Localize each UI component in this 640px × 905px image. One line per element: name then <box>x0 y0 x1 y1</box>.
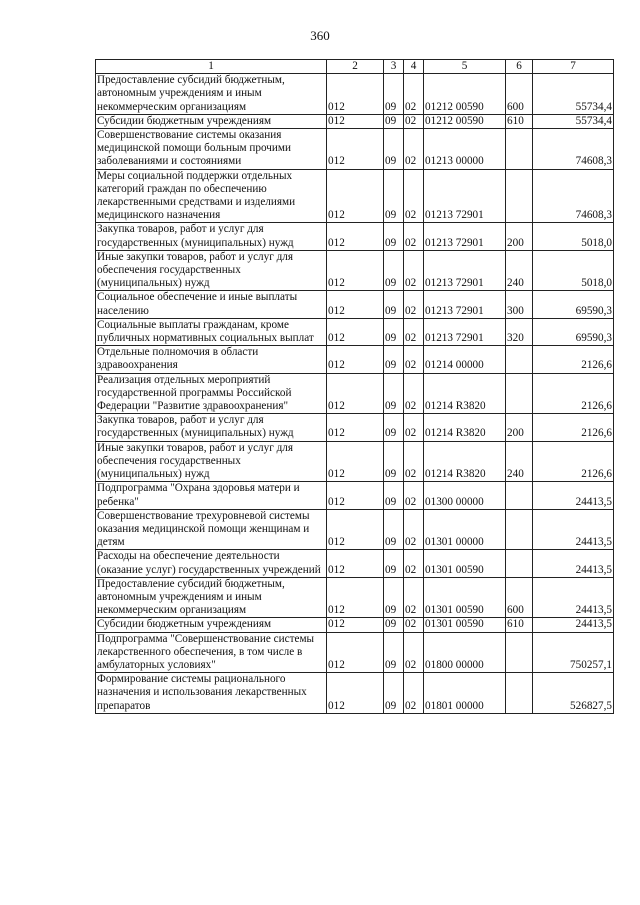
admin-code-cell: 012 <box>327 482 384 509</box>
expense-type-cell: 240 <box>506 250 533 291</box>
subsection-cell: 02 <box>404 250 424 291</box>
amount-cell: 69590,3 <box>533 291 614 318</box>
section-cell: 09 <box>384 373 404 414</box>
expense-type-cell <box>506 482 533 509</box>
expense-type-cell <box>506 632 533 673</box>
subsection-cell: 02 <box>404 223 424 250</box>
budget-table <box>95 59 614 714</box>
amount-cell: 24413,5 <box>533 577 614 618</box>
admin-code-cell: 012 <box>327 414 384 441</box>
admin-code-cell: 012 <box>327 632 384 673</box>
expense-type-cell <box>506 346 533 373</box>
amount-cell: 55734,4 <box>533 114 614 128</box>
table-row <box>96 346 614 373</box>
expense-type-cell: 200 <box>506 414 533 441</box>
admin-code-cell: 012 <box>327 618 384 632</box>
target-article-cell: 01212 00590 <box>424 114 506 128</box>
row-name-cell: Подпрограмма "Охрана здоровья матери и ребенка" <box>96 482 327 509</box>
header-col-6: 6 <box>506 60 533 74</box>
amount-cell: 74608,3 <box>533 129 614 170</box>
row-name-cell: Закупка товаров, работ и услуг для государственных (муниципальных) нужд <box>96 414 327 441</box>
page-number: 360 <box>310 28 330 43</box>
target-article-cell: 01213 72901 <box>424 291 506 318</box>
amount-cell: 2126,6 <box>533 373 614 414</box>
header-col-5: 5 <box>424 60 506 74</box>
section-cell: 09 <box>384 318 404 345</box>
table-row <box>96 129 614 170</box>
header-col-3: 3 <box>384 60 404 74</box>
target-article-cell: 01213 00000 <box>424 129 506 170</box>
row-name-cell: Отдельные полномочия в области здравоохранения <box>96 346 327 373</box>
expense-type-cell: 320 <box>506 318 533 345</box>
subsection-cell: 02 <box>404 577 424 618</box>
subsection-cell: 02 <box>404 673 424 714</box>
admin-code-cell: 012 <box>327 577 384 618</box>
expense-type-cell: 300 <box>506 291 533 318</box>
table-row <box>96 673 614 714</box>
header-row <box>96 60 614 74</box>
admin-code-cell: 012 <box>327 509 384 550</box>
subsection-cell: 02 <box>404 373 424 414</box>
subsection-cell: 02 <box>404 482 424 509</box>
section-cell: 09 <box>384 169 404 223</box>
amount-cell: 2126,6 <box>533 346 614 373</box>
target-article-cell: 01301 00590 <box>424 550 506 577</box>
target-article-cell: 01214 R3820 <box>424 414 506 441</box>
section-cell: 09 <box>384 441 404 482</box>
subsection-cell: 02 <box>404 129 424 170</box>
section-cell: 09 <box>384 74 404 115</box>
section-cell: 09 <box>384 114 404 128</box>
target-article-cell: 01213 72901 <box>424 169 506 223</box>
subsection-cell: 02 <box>404 318 424 345</box>
admin-code-cell: 012 <box>327 441 384 482</box>
target-article-cell: 01301 00590 <box>424 577 506 618</box>
admin-code-cell: 012 <box>327 129 384 170</box>
table-row <box>96 550 614 577</box>
section-cell: 09 <box>384 291 404 318</box>
table-row <box>96 169 614 223</box>
target-article-cell: 01214 R3820 <box>424 441 506 482</box>
admin-code-cell: 012 <box>327 291 384 318</box>
section-cell: 09 <box>384 673 404 714</box>
subsection-cell: 02 <box>404 550 424 577</box>
target-article-cell: 01214 00000 <box>424 346 506 373</box>
amount-cell: 69590,3 <box>533 318 614 345</box>
amount-cell: 24413,5 <box>533 482 614 509</box>
amount-cell: 55734,4 <box>533 74 614 115</box>
section-cell: 09 <box>384 577 404 618</box>
section-cell: 09 <box>384 482 404 509</box>
row-name-cell: Иные закупки товаров, работ и услуг для обеспечения государственных (муниципальных) нужд <box>96 441 327 482</box>
section-cell: 09 <box>384 618 404 632</box>
expense-type-cell: 610 <box>506 114 533 128</box>
table-row <box>96 291 614 318</box>
amount-cell: 2126,6 <box>533 414 614 441</box>
section-cell: 09 <box>384 414 404 441</box>
subsection-cell: 02 <box>404 618 424 632</box>
row-name-cell: Иные закупки товаров, работ и услуг для обеспечения государственных (муниципальных) нужд <box>96 250 327 291</box>
row-name-cell: Субсидии бюджетным учреждениям <box>96 618 327 632</box>
target-article-cell: 01213 72901 <box>424 223 506 250</box>
table-row <box>96 318 614 345</box>
admin-code-cell: 012 <box>327 250 384 291</box>
amount-cell: 750257,1 <box>533 632 614 673</box>
amount-cell: 5018,0 <box>533 250 614 291</box>
section-cell: 09 <box>384 129 404 170</box>
section-cell: 09 <box>384 223 404 250</box>
table-row <box>96 223 614 250</box>
admin-code-cell: 012 <box>327 169 384 223</box>
section-cell: 09 <box>384 509 404 550</box>
table-row <box>96 509 614 550</box>
row-name-cell: Субсидии бюджетным учреждениям <box>96 114 327 128</box>
admin-code-cell: 012 <box>327 74 384 115</box>
row-name-cell: Социальные выплаты гражданам, кроме публичных нормативных социальных выплат <box>96 318 327 345</box>
row-name-cell: Закупка товаров, работ и услуг для государственных (муниципальных) нужд <box>96 223 327 250</box>
amount-cell: 74608,3 <box>533 169 614 223</box>
expense-type-cell <box>506 550 533 577</box>
amount-cell: 2126,6 <box>533 441 614 482</box>
subsection-cell: 02 <box>404 441 424 482</box>
table-row <box>96 618 614 632</box>
row-name-cell: Социальное обеспечение и иные выплаты населению <box>96 291 327 318</box>
expense-type-cell <box>506 373 533 414</box>
expense-type-cell <box>506 129 533 170</box>
row-name-cell: Совершенствование трехуровневой системы оказания медицинской помощи женщинам и детям <box>96 509 327 550</box>
target-article-cell: 01301 00590 <box>424 618 506 632</box>
header-col-2: 2 <box>327 60 384 74</box>
admin-code-cell: 012 <box>327 114 384 128</box>
row-name-cell: Реализация отдельных мероприятий государственной программы Российской Федерации "Развитие здравоохранения" <box>96 373 327 414</box>
table-row <box>96 74 614 115</box>
expense-type-cell: 600 <box>506 74 533 115</box>
table-row <box>96 577 614 618</box>
row-name-cell: Подпрограмма "Совершенствование системы лекарственного обеспечения, в том числе в амбулаторных условиях" <box>96 632 327 673</box>
admin-code-cell: 012 <box>327 673 384 714</box>
target-article-cell: 01301 00000 <box>424 509 506 550</box>
table-row <box>96 114 614 128</box>
header-col-1: 1 <box>96 60 327 74</box>
row-name-cell: Предоставление субсидий бюджетным, автономным учреждениям и иным некоммерческим организациям <box>96 577 327 618</box>
header-col-7: 7 <box>533 60 614 74</box>
amount-cell: 24413,5 <box>533 550 614 577</box>
table-row <box>96 441 614 482</box>
section-cell: 09 <box>384 632 404 673</box>
target-article-cell: 01213 72901 <box>424 318 506 345</box>
target-article-cell: 01212 00590 <box>424 74 506 115</box>
target-article-cell: 01801 00000 <box>424 673 506 714</box>
amount-cell: 24413,5 <box>533 509 614 550</box>
admin-code-cell: 012 <box>327 346 384 373</box>
subsection-cell: 02 <box>404 291 424 318</box>
subsection-cell: 02 <box>404 346 424 373</box>
table-row <box>96 632 614 673</box>
expense-type-cell <box>506 169 533 223</box>
expense-type-cell <box>506 673 533 714</box>
header-col-4: 4 <box>404 60 424 74</box>
section-cell: 09 <box>384 550 404 577</box>
row-name-cell: Меры социальной поддержки отдельных категорий граждан по обеспечению лекарственными средствами и изделиями медицинского назначения <box>96 169 327 223</box>
subsection-cell: 02 <box>404 632 424 673</box>
amount-cell: 5018,0 <box>533 223 614 250</box>
target-article-cell: 01214 R3820 <box>424 373 506 414</box>
target-article-cell: 01300 00000 <box>424 482 506 509</box>
target-article-cell: 01800 00000 <box>424 632 506 673</box>
expense-type-cell: 240 <box>506 441 533 482</box>
admin-code-cell: 012 <box>327 318 384 345</box>
amount-cell: 526827,5 <box>533 673 614 714</box>
subsection-cell: 02 <box>404 414 424 441</box>
expense-type-cell: 610 <box>506 618 533 632</box>
admin-code-cell: 012 <box>327 550 384 577</box>
amount-cell: 24413,5 <box>533 618 614 632</box>
subsection-cell: 02 <box>404 74 424 115</box>
expense-type-cell: 600 <box>506 577 533 618</box>
section-cell: 09 <box>384 250 404 291</box>
table-row <box>96 373 614 414</box>
row-name-cell: Формирование системы рационального назначения и использования лекарственных препаратов <box>96 673 327 714</box>
row-name-cell: Совершенствование системы оказания медицинской помощи больным прочими заболеваниями и состояниями <box>96 129 327 170</box>
subsection-cell: 02 <box>404 509 424 550</box>
section-cell: 09 <box>384 346 404 373</box>
table-row <box>96 482 614 509</box>
target-article-cell: 01213 72901 <box>424 250 506 291</box>
subsection-cell: 02 <box>404 169 424 223</box>
admin-code-cell: 012 <box>327 223 384 250</box>
row-name-cell: Предоставление субсидий бюджетным, автономным учреждениям и иным некоммерческим организациям <box>96 74 327 115</box>
subsection-cell: 02 <box>404 114 424 128</box>
row-name-cell: Расходы на обеспечение деятельности (оказание услуг) государственных учреждений <box>96 550 327 577</box>
table-row <box>96 250 614 291</box>
expense-type-cell: 200 <box>506 223 533 250</box>
table-row <box>96 414 614 441</box>
expense-type-cell <box>506 509 533 550</box>
admin-code-cell: 012 <box>327 373 384 414</box>
